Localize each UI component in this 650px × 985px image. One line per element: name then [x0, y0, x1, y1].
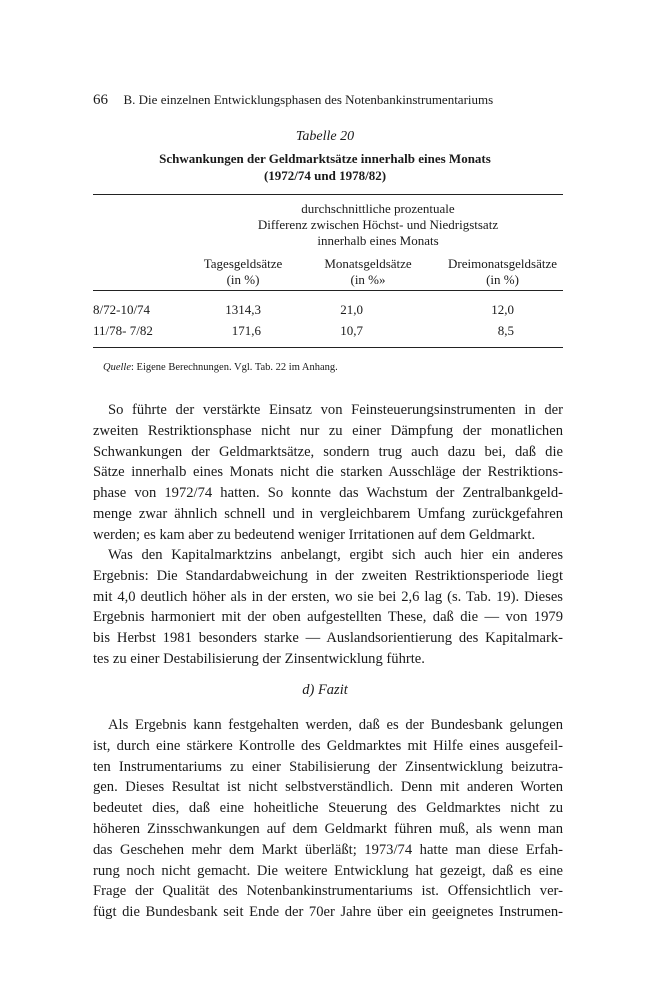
- column-unit-monatsgeld: (in %»: [350, 272, 386, 287]
- row-period: 8/72-10/74: [93, 302, 151, 317]
- text-line: das Geschehen mehr dem Markt überläßt; 1973/74 hatte man diese Erfah-: [93, 841, 563, 858]
- table-header-rule: [93, 290, 563, 291]
- row-period: 11/78- 7/82: [93, 323, 153, 338]
- text-line: Schwankungen der Geldmarktsätze, sondern trug auch dazu bei, daß die: [93, 443, 563, 460]
- row-value: 171,6: [231, 323, 261, 338]
- text-line: Was den Kapitalmarktzins anbelangt, ergibt sich auch hier ein anderes: [108, 547, 563, 563]
- table-source-note: [103, 362, 338, 373]
- text-line: Frage der Qualität des Notenbankinstrumentariums ist. Offensichtlich ver-: [93, 883, 563, 900]
- text-line: menge zwar ähnlich schnell und in vergleichbarem Umfang zurückgefahren: [93, 505, 563, 522]
- group-header-line-3: innerhalb eines Monats: [317, 233, 439, 248]
- table-title-line-2: (1972/74 und 1978/82): [263, 168, 387, 183]
- text-line: ist, durch eine stärkere Kontrolle des Geldmarktes mit Hilfe eines ausgefeil-: [93, 737, 563, 754]
- text-line: phase von 1972/74 hatten. So konnte das Wachstum der Zentralbankgeld-: [93, 485, 563, 502]
- text-line: tes zu einer Destabilisierung der Zinsentwicklung führte.: [93, 650, 425, 667]
- text-line: Ergebnis harmoniert mit der oben aufgestellten These, daß die — von 1979: [93, 609, 563, 626]
- row-value: 8,5: [497, 323, 514, 338]
- text-line: zweiten Restriktionsphase nicht nur zu einer Dämpfung der monatlichen: [93, 422, 563, 439]
- text-line: fügt die Bundesbank seit Ende der 70er Jahre über ein geeignetes Instrumen-: [93, 904, 563, 921]
- text-line: mit 4,0 deutlich höher als in der ersten, wo sie bei 2,6 lag (s. Tab. 19). Dieses: [93, 588, 563, 605]
- column-header-monatsgeld: Monatsgeldsätze: [324, 256, 412, 271]
- source-text: : Eigene Berechnungen. Vgl. Tab. 22 im Anhang.: [131, 362, 338, 373]
- text-line: Ergebnis: Die Standardabweichung in der zweiten Restriktionsperiode liegt: [93, 567, 563, 584]
- column-header-dreimonatsgeld: Dreimonatsgeldsätze: [447, 256, 557, 271]
- text-line: Sätze innerhalb eines Monats nicht die starken Ausschläge der Restriktions-: [93, 464, 563, 481]
- source-label: Quelle: [103, 362, 131, 373]
- group-header-line-2: Differenz zwischen Höchst- und Niedrigstsatz: [257, 217, 499, 232]
- text-line: höheren Zinsschwankungen auf dem Geldmarkt führen muß, als wenn man: [93, 820, 563, 837]
- text-line: gen. Dieses Resultat ist nicht selbstverständlich. Denn mit anderen Worten: [93, 779, 563, 796]
- paragraph-2: [93, 545, 563, 670]
- row-value: 12,0: [491, 302, 514, 317]
- text-line: Als Ergebnis kann festgehalten werden, daß es der Bundesbank gelungen: [108, 717, 563, 733]
- page-number: 66: [93, 92, 108, 108]
- text-line: rung noch nicht gemacht. Die weitere Entwicklung hat gezeigt, daß es eine: [93, 862, 563, 879]
- text-line: So führte der verstärkte Einsatz von Feinsteuerungsinstrumenten in der: [108, 402, 563, 418]
- column-unit-dreimonatsgeld: (in %): [486, 272, 519, 287]
- table-title-line-1: Schwankungen der Geldmarktsätze innerhalb eines Monats: [159, 151, 491, 166]
- table-label: Tabelle 20: [295, 129, 355, 144]
- column-header-tagesgeld: Tagesgeldsätze: [203, 256, 283, 271]
- row-value: 1314,3: [225, 302, 261, 317]
- section-heading: d) Fazit: [302, 682, 348, 698]
- row-value: 10,7: [340, 323, 363, 338]
- column-unit-tagesgeld: (in %): [226, 272, 260, 287]
- paragraph-3: [93, 715, 563, 923]
- table-title: [0, 150, 650, 184]
- table-top-rule: [93, 194, 563, 195]
- table-bottom-rule: [93, 347, 563, 348]
- text-line: bedeutet dies, daß eine hoheitliche Steuerung des Geldmarktes nicht zu: [93, 800, 563, 817]
- paragraph-1: [93, 400, 563, 546]
- text-line: werden; es kam aber zu bedeutend weniger Irritationen auf dem Geldmarkt.: [93, 526, 536, 543]
- text-line: ten Instrumentariums zu einer Stabilisierung der Zinsentwicklung beizutra-: [93, 758, 563, 775]
- row-value: 21,0: [340, 302, 363, 317]
- running-title: B. Die einzelnen Entwicklungsphasen des Notenbankinstrumentariums: [123, 92, 494, 107]
- running-header: [93, 92, 493, 109]
- text-line: bis Herbst 1981 besonders starke — Auslandsorientierung des Kapitalmark-: [93, 630, 563, 647]
- group-header-line-1: durchschnittliche prozentuale: [301, 201, 455, 216]
